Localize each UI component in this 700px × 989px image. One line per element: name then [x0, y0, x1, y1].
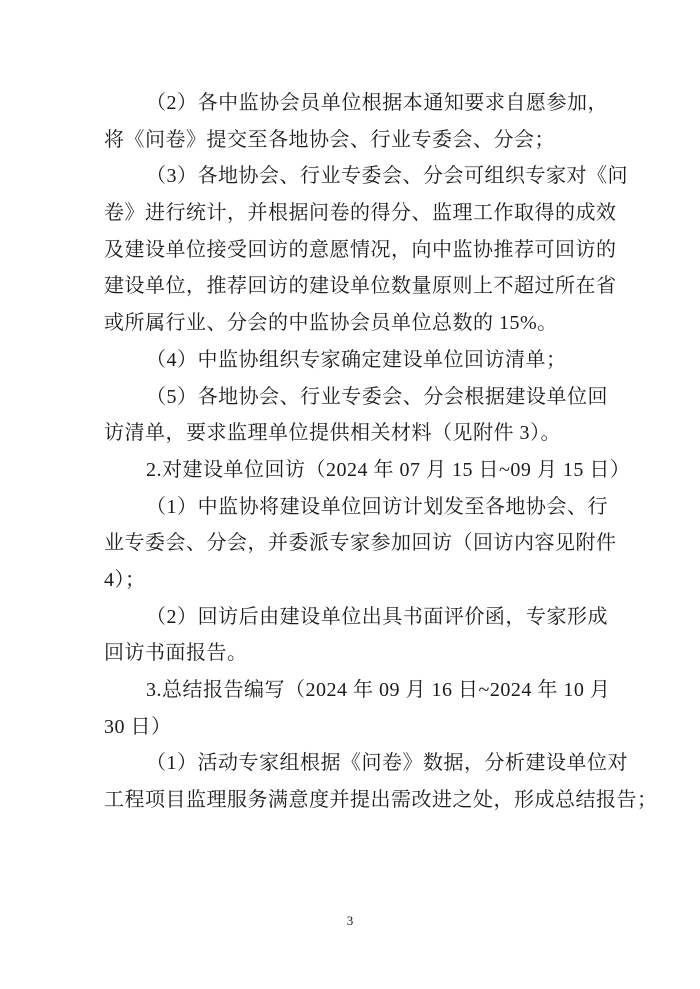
page-number: 3 — [346, 913, 354, 928]
document-line: （1）中监协将建设单位回访计划发至各地协会、行 — [146, 495, 608, 518]
document-line: （2）回访后由建设单位出具书面评价函，专家形成 — [146, 605, 608, 628]
document-line: （2）各中监协会员单位根据本通知要求自愿参加， — [146, 92, 608, 114]
document-line: 30 日） — [104, 715, 172, 738]
document-line: 回访书面报告。 — [104, 642, 248, 665]
document-line: 2.对建设单位回访（2024 年 07 月 15 日~09 月 15 日） — [146, 458, 631, 481]
document-line: 4）； — [104, 568, 146, 591]
document-line: （1）活动专家组根据《问卷》数据，分析建设单位对 — [146, 752, 628, 775]
document-line: （3）各地协会、行业专委会、分会可组织专家对《问 — [146, 165, 628, 188]
document-line: 或所属行业、分会的中监协会员单位总数的 15%。 — [104, 312, 558, 335]
document-line: （5）各地协会、行业专委会、分会根据建设单位回 — [146, 385, 608, 408]
document-line: 及建设单位接受回访的意愿情况，向中监协推荐可回访的 — [104, 238, 617, 261]
document-line: 访清单，要求监理单位提供相关材料（见附件 3）。 — [104, 422, 561, 445]
document-line: 业专委会、分会，并委派专家参加回访（回访内容见附件 — [104, 532, 617, 555]
document-body — [104, 85, 658, 819]
document-line: 卷》进行统计，并根据问卷的得分、监理工作取得的成效 — [104, 202, 617, 225]
document-line: 3.总结报告编写（2024 年 09 月 16 日~2024 年 10 月 — [146, 679, 611, 701]
document-line: （4）中监协组织专家确定建设单位回访清单； — [146, 348, 567, 371]
document-line: 建设单位，推荐回访的建设单位数量原则上不超过所在省 — [104, 275, 617, 298]
document-line: 工程项目监理服务满意度并提出需改进之处，形成总结报告； — [104, 789, 658, 812]
document-line: 将《问卷》提交至各地协会、行业专委会、分会； — [104, 128, 555, 151]
